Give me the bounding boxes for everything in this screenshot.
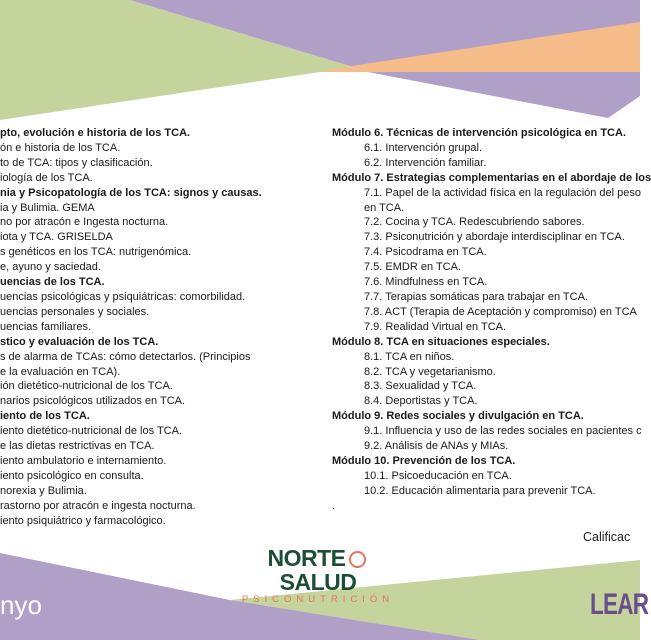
module-topic: 7.7. Terapias somáticas para trabajar en TCA. [364,290,588,303]
module-topic: ia y Bulimia. GEMA [0,201,95,214]
nyo-logo: nyo [0,590,42,620]
logo-text: NORTE [267,545,346,571]
module-topic: uencias personales y sociales. [0,305,150,318]
module-heading: Módulo 7. Estrategias complementarias en el abordaje de los [332,171,651,184]
module-topic: 7.5. EMDR en TCA. [364,261,461,274]
logo-subtitle: PSICONUTRICIÓN [241,594,395,605]
module-heading: Módulo 8. TCA en situaciones especiales. [332,335,550,348]
module-topic: iento dietético-nutricional de los TCA. [0,425,183,438]
module-topic: iento psicológico en consulta. [0,469,144,482]
module-topic: 8.1. TCA en niños. [364,350,455,363]
module-heading: iento de los TCA. [0,410,90,423]
module-heading: stico y evaluación de los TCA. [0,335,159,348]
module-topic: uencias familiares. [0,320,92,333]
module-heading: Módulo 6. Técnicas de intervención psicológica en TCA. [332,127,627,139]
module-topic: iento ambulatorio e internamiento. [0,454,167,467]
module-topic: . [332,499,336,512]
module-topic: en TCA. [364,201,405,214]
module-topic: 7.1. Papel de la actividad física en la regulación del peso [364,186,642,199]
module-topic: narios psicológicos utilizados en TCA. [0,395,186,408]
module-topic: 7.2. Cocina y TCA. Redescubriendo sabores. [364,216,585,229]
module-topic: 8.2. TCA y vegetarianismo. [364,365,496,378]
module-topic: 8.4. Deportistas y TCA. [364,395,478,408]
module-topic: 9.2. Análisis de ANAs y MIAs. [364,440,509,453]
module-topic: iología de los TCA. [0,171,93,184]
module-heading: nia y Psicopatología de los TCA: signos y causas. [0,186,262,199]
module-topic: iota y TCA. GRISELDA [0,231,113,244]
module-topic: 8.3. Sexualidad y TCA. [364,380,477,393]
module-topic: e, ayuno y saciedad. [0,261,101,274]
module-topic: iento psiquiátrico y farmacológico. [0,514,166,527]
module-topic: 7.6. Mindfulness en TCA. [364,276,488,289]
module-heading: uencias de los TCA. [0,276,105,289]
module-topic: 10.1. Psicoeducación en TCA. [364,469,512,482]
module-topic: 6.1. Intervención grupal. [364,141,483,154]
module-topic: rastorno por atracón e ingesta nocturna. [0,499,196,512]
calificacion-label: Calificac [583,530,631,544]
module-topic: no por atracón e Ingesta nocturna. [0,216,169,229]
module-topic: s genéticos en los TCA: nutrigenómica. [0,246,192,259]
logo-text: SALUD [279,569,357,595]
module-topic: uencias psicológicas y psiquiátricas: comorbilidad. [0,290,246,303]
module-heading: Módulo 10. Prevención de los TCA. [332,454,516,467]
module-heading: Módulo 9. Redes sociales y divulgación en TCA. [332,410,584,423]
module-topic: 6.2. Intervención familiar. [364,156,487,169]
norte-salud-logo [232,546,404,606]
module-topic: e las dietas restrictivas en TCA. [0,440,155,453]
module-topic: 7.3. Psiconutrición y abordaje interdisciplinar en TCA. [364,231,625,244]
module-topic: e la evaluación en TCA). [0,365,121,378]
learn-logo: LEAR [590,588,649,621]
module-topic: norexia y Bulimia. [0,484,87,497]
course-modules-right-column [332,126,651,514]
module-topic: to de TCA: tipos y clasificación. [0,156,153,169]
module-heading: pto, evolución e historia de los TCA. [0,127,191,139]
module-topic: 10.2. Educación alimentaria para prevenir TCA. [364,484,596,497]
module-topic: 9.1. Influencia y uso de las redes sociales en pacientes c [364,425,642,438]
apple-icon [349,551,366,568]
module-topic: s de alarma de TCAs: cómo detectarlos. (Principios [0,350,251,363]
module-topic: 7.9. Realidad Virtual en TCA. [364,320,507,333]
course-modules-left-column [0,126,262,528]
module-topic: ión dietético-nutricional de los TCA. [0,380,173,393]
module-topic: 7.4. Psicodrama en TCA. [364,246,487,259]
module-topic: ón e historia de los TCA. [0,141,121,154]
module-topic: 7.8. ACT (Terapia de Aceptación y compromiso) en TCA [364,305,637,318]
